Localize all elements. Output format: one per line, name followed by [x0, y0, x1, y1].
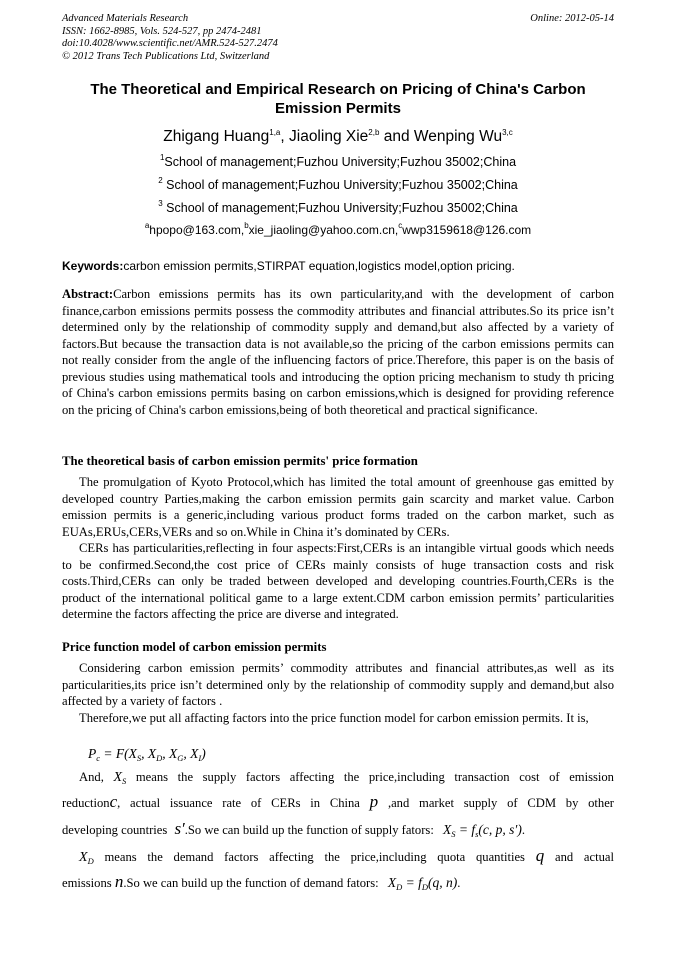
section-2-paragraph-2: Therefore,we put all affacting factors into the price function model for carbon emission permits. It is, — [79, 710, 589, 725]
affiliation-1-sup: 1 — [159, 153, 165, 162]
section-heading-2: Price function model of carbon emission permits — [62, 640, 327, 654]
eq3-fsub: D — [421, 882, 428, 892]
demand-factors-paragraph — [62, 848, 614, 891]
section-1-paragraph-1: The promulgation of Kyoto Protocol,which has limited the total amount of greenhouse gas emitted by developed country Parties,making the carbon emission permits gain scarcity and market value. Carbon emission permits is a generic,including various product forms traded on the carbon market, such as EUAs,ERUs,CERs,VERs and so on.While in China it’s dominated by CERs. — [62, 475, 614, 539]
affiliation-2-sup: 2 — [158, 176, 163, 185]
issn: ISSN: 1662-8985, Vols. 524-527, pp 2474-2481 — [62, 25, 262, 37]
online-date: Online: 2012-05-14 — [530, 13, 614, 24]
eq1-g: G — [177, 753, 184, 763]
eq2-args: (c, p, s′) — [478, 822, 522, 837]
section-1-paragraph-2: CERs has particularities,reflecting in four aspects:First,CERs is an intangible virtual goods which needs to be confirmed.Second,the cost price of CERs mainly consists of huge transaction costs and risk costs.Third,CERs can only be traded between developed and developing countries.Fourth,CERs is the product of the international political game to a large extent.CDM carbon emission permits’ particularities determine the factors affecting the price are diverse and integrated. — [62, 541, 614, 621]
journal-header — [62, 13, 614, 63]
eq1-s: S — [136, 753, 142, 763]
and-word: And, — [79, 770, 104, 784]
affiliation-1-text: School of management;Fuzhou University;Fuzhou 35002;China — [164, 155, 517, 169]
xd-x: X — [79, 850, 88, 865]
xs-x: X — [113, 770, 123, 785]
price-function-equation — [88, 746, 206, 762]
author-3-sup: 3,c — [502, 128, 513, 137]
affiliation-3-text: School of management;Fuzhou University;Fuzhou 35002;China — [162, 201, 518, 215]
abstract-label: Abstract: — [62, 287, 114, 301]
email-c-sup: c — [398, 221, 403, 230]
title-line-2: Emission Permits — [275, 100, 401, 117]
author-sep-1: , — [280, 128, 289, 145]
author-list — [62, 128, 614, 146]
eq2-sub: S — [451, 829, 456, 839]
q-symbol: q — [535, 846, 545, 865]
s-prime-symbol: s′ — [174, 819, 185, 838]
author-3: Wenping Wu — [413, 128, 503, 145]
xd-sub: D — [87, 856, 94, 866]
demand-function-equation — [388, 875, 457, 890]
eq3-period: . — [457, 876, 461, 890]
xd-symbol — [79, 850, 94, 865]
journal-name: Advanced Materials Research — [62, 13, 189, 24]
keywords-text: carbon emission permits,STIRPAT equation,logistics model,option pricing. — [123, 259, 515, 273]
eq1-mid: = F(X — [100, 746, 137, 761]
eq1-d: D — [156, 753, 163, 763]
doi: doi:10.4028/www.scientific.net/AMR.524-527.2474 — [62, 38, 278, 49]
eq1-i: I — [198, 753, 202, 763]
section-1-body — [62, 474, 614, 623]
p-symbol: p — [369, 792, 379, 811]
xs-sub: S — [122, 776, 127, 786]
paper-title — [62, 80, 614, 118]
eq2-x: X — [442, 822, 452, 837]
eq3-sub: D — [396, 882, 403, 892]
supply-text-c: ,and market supply of CDM by other — [387, 796, 614, 810]
abstract-text: Carbon emissions permits has its own particularity,and with the development of carbon finance,carbon emissions permits possess the commodity attributes and financial attributes.So its price isn’t determined only by the relationship of commodity supply and demand,but also affected by a variety of factors.But because the transaction data is not available,so the pricing of the carbon emissions permits can not really consider from the angle of the influencing factors of price.Therefore, this paper is on the basis of previous studies using mathematical tools and introducing the option pricing mechanism to study th pricing of China's carbon emissions permits basing on carbon emissions,which is designed for providing reference on the pricing of China's carbon emissions,being of both theoretical and practical significance. — [62, 287, 614, 417]
author-2-sup: 2,b — [368, 128, 380, 137]
section-2-body — [62, 660, 614, 726]
emissions-word: emissions — [62, 876, 112, 890]
supply-text-d: .So we can build up the function of supply fators: — [184, 823, 434, 837]
eq3-x: X — [387, 875, 397, 890]
affiliation-3 — [62, 201, 614, 215]
abstract — [62, 286, 614, 418]
eq1-comma-1: , X — [141, 746, 157, 761]
eq3-rhs: = f — [402, 875, 422, 890]
eq2-rhs: = f — [455, 822, 476, 837]
email-b-sup: b — [244, 221, 249, 230]
eq1-lhs-sub: c — [96, 753, 101, 763]
section-2-paragraph-1: Considering carbon emission permits’ commodity attributes and financial attributes,as well as its particularities,its price isn’t determined only by the relationship of commodity supply and demand,but also affected by a variety of factors . — [62, 661, 614, 708]
author-2: Jiaoling Xie — [289, 128, 369, 145]
email-b[interactable]: xie_jiaoling@yahoo.com.cn, — [248, 223, 399, 237]
eq2-fsub: s — [475, 829, 479, 839]
email-a-sup: a — [144, 221, 150, 230]
author-sep-2: and — [379, 128, 414, 145]
n-symbol: n — [114, 872, 124, 891]
demand-text-c: .So we can build up the function of demand fators: — [123, 876, 379, 890]
title-line-1: The Theoretical and Empirical Research on Pricing of China's Carbon — [90, 81, 586, 98]
supply-factors-paragraph — [62, 769, 614, 838]
author-1-sup: 1,a — [269, 128, 281, 137]
xs-symbol — [113, 770, 126, 785]
section-heading-1: The theoretical basis of carbon emission permits' price formation — [62, 454, 418, 468]
eq2-period: . — [521, 823, 526, 837]
eq1-close: ) — [201, 746, 206, 761]
supply-function-equation — [443, 822, 522, 837]
affiliation-2 — [62, 178, 614, 192]
email-list — [62, 223, 614, 237]
keywords — [62, 259, 614, 273]
copyright: © 2012 Trans Tech Publications Ltd, Switzerland — [62, 50, 270, 62]
eq1-comma-2: , X — [162, 746, 178, 761]
eq1-lhs: P — [88, 746, 97, 761]
affiliation-1 — [62, 155, 614, 169]
supply-text-b: , actual issuance rate of CERs in China — [117, 796, 360, 810]
keywords-label: Keywords: — [62, 259, 124, 273]
demand-text-a: means the demand factors affecting the price,including quota quantities — [104, 850, 525, 864]
author-1: Zhigang Huang — [163, 128, 270, 145]
developing-countries: developing countries — [62, 823, 168, 837]
affiliation-2-text: School of management;Fuzhou University;Fuzhou 35002;China — [162, 178, 518, 192]
affiliation-3-sup: 3 — [158, 199, 163, 208]
demand-text-b: and actual — [554, 850, 614, 864]
c-symbol: c — [109, 792, 118, 811]
eq1-comma-3: , X — [183, 746, 199, 761]
supply-text-a: means the supply factors affecting the price,including transaction cost of emission — [135, 770, 614, 784]
reduction-word: reduction — [62, 796, 110, 810]
eq3-args: (q, n) — [427, 875, 458, 890]
email-a[interactable]: hpopo@163.com, — [149, 223, 245, 237]
email-c[interactable]: wwp3159618@126.com — [402, 223, 532, 237]
